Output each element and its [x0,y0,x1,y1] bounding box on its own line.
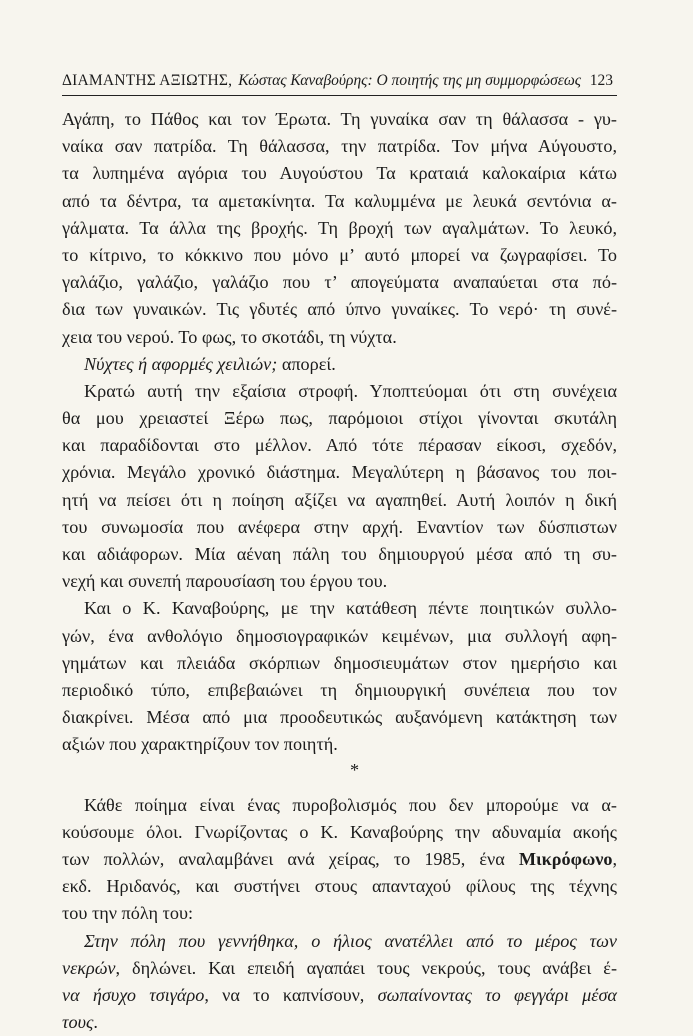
body-text [62,106,617,1036]
text-line [62,955,617,982]
text-line [62,982,617,1009]
quoted-verse: Στην πόλη που γεννήθηκα, ο ήλιος ανατέλλει από το μέρος των [84,930,617,951]
text-line: περιοδικό τύπο, επιβεβαιώνει τη δημιουργική συνέπεια που τον [62,679,617,700]
text-fragment: , [612,849,617,870]
text-fragment: , δηλώνει. Και επειδή αγαπάει τους νεκρούς, τους ανάβει έ- [115,957,617,978]
text-line: δια των γυναικών. Τις γδυτές από ύπνο γυναίκες. Το νερό· τη συνέ- [62,299,617,320]
paragraph-5 [62,792,617,928]
quoted-verse: να ήσυχο τσιγάρο [62,985,205,1005]
paragraph-4 [62,595,617,758]
page-number: 123 [589,72,613,89]
text-line: χρόνια. Μεγάλο χρονικό διάστημα. Μεγαλύτερη η βάσανος του ποι- [62,462,617,483]
text-line: του την πόλη του: [62,903,193,924]
quoted-verse: νεκρών [62,957,116,978]
text-line: και αδιάφορων. Μία αέναη πάλη του δημιουργού μέσα από τη συ- [62,544,617,564]
text-fragment: των πολλών, αναλαμβάνει ανά χείρας, το 1985, ένα [62,849,519,870]
text-line: Κάθε ποίημα είναι ένας πυροβολισμός που δεν μπορούμε να α- [84,794,617,815]
text-line [62,351,617,378]
header-author: ΔΙΑΜΑΝΤΗΣ ΑΞΙΩΤΗΣ, [62,72,233,89]
text-line: διακρίνει. Μέσα από μια προοδευτικώς αυξανόμενη κατάκτηση των [62,707,617,728]
text-line: αξιών που χαρακτηρίζουν τον ποιητή. [62,734,338,755]
text-line: Κρατώ αυτή την εξαίσια στροφή. Υποπτεύομαι ότι στη συνέχεια [84,380,617,401]
text-line: κούσουμε όλοι. Γνωρίζοντας ο Κ. Καναβούρης την αδυναμία ακοής [62,821,617,842]
text-fragment: απορεί. [277,353,336,374]
paragraph-6 [62,928,617,1036]
paragraph-3 [62,378,617,596]
text-line: χεια του νερού. Το φως, το σκοτάδι, τη νύχτα. [62,326,397,347]
book-title: Μικρόφωνο [518,849,613,870]
quoted-verse: Νύχτες ή αφορμές χειλιών; [84,353,278,374]
text-line: τα λυπημένα αγόρια του Αυγούστου Τα κραταιά καλοκαίρια κάτω [62,163,617,184]
text-line: του συνωμοσία που ανέφερα στην αρχή. Εναντίον των δύσπιστων [62,516,617,537]
text-fragment: . [93,1012,98,1033]
running-header [62,71,617,96]
text-line: από τα δέντρα, τα αμετακίνητα. Τα καλυμμένα με λευκά σεντόνια α- [62,190,617,211]
text-line: γών, ένα ανθολόγιο δημοσιογραφικών κειμένων, μια συλλογή αφη- [62,625,617,646]
text-line [62,1009,617,1036]
text-line: και παραδίδονται στο μέλλον. Από τότε πέρασαν είκοσι, σχεδόν, [62,435,617,456]
text-line: ητή να πείσει ότι η ποίηση αξίζει να αγαπηθεί. Αυτή λοιπόν η δική [62,489,617,510]
text-line: θα μου χρειαστεί Ξέρω πως, παρόμοιοι στίχοι γίνονται σκυτάλη [62,408,617,429]
section-separator: * [349,759,360,780]
quoted-verse: σωπαίνοντας το φεγγάρι μέσα [377,985,617,1005]
paragraph-2 [62,351,617,378]
text-line: Αγάπη, το Πάθος και τον Έρωτα. Τη γυναίκα σαν τη θάλασσα - γυ- [62,109,617,129]
text-line: γάλματα. Τα άλλα της βροχής. Τη βροχή των αγαλμάτων. Το λευκό, [62,217,617,238]
text-line: το κίτρινο, το κόκκινο που μόνο μ’ αυτό μπορεί να ζωγραφίσει. Το [62,244,617,265]
text-line: γημάτων και πλειάδα σκόρπιων δημοσιευμάτων στον ημερήσιο και [62,652,617,673]
quoted-verse: τους [62,1012,94,1033]
text-line [62,846,617,873]
text-line: γαλάζιο, γαλάζιο, γαλάζιο που τ’ απογεύματα αναπαύεται στα πό- [62,272,617,293]
text-line: εκδ. Ηριδανός, και συστήνει στους απανταχού φίλους της τέχνης [62,876,617,897]
text-fragment: , να το καπνίσουν, [204,985,378,1005]
header-title: Κώστας Καναβούρης: Ο ποιητής της μη συμμορφώσεως [238,72,582,89]
text-line: ναίκα σαν πατρίδα. Τη θάλασσα, την πατρίδα. Τον μήνα Αύγουστο, [62,136,617,157]
text-line [62,928,617,955]
text-line: νεχή και συνεπή παρουσίαση του έργου του. [62,571,388,592]
paragraph-1 [62,106,617,351]
text-line: Και ο Κ. Καναβούρης, με την κατάθεση πέντε ποιητικών συλλο- [84,598,617,619]
